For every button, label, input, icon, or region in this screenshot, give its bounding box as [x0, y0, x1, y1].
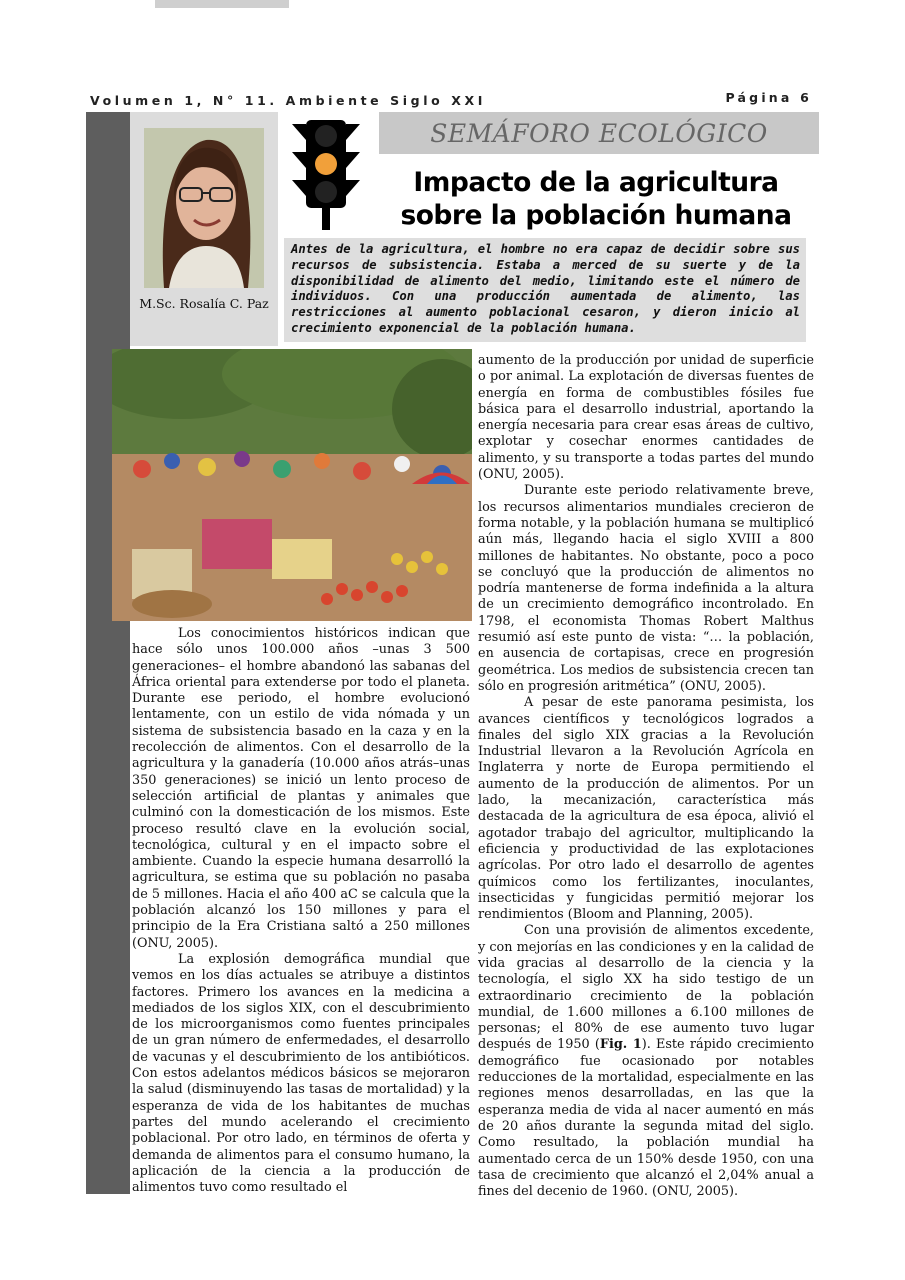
- author-portrait: [144, 128, 264, 288]
- body-column-right: [478, 353, 814, 1200]
- author-name: M.Sc. Rosalía C. Paz: [139, 296, 269, 311]
- body-column-left: [132, 626, 470, 1196]
- body-paragraph: Durante este periodo relativamente breve, los recursos alimentarios mundiales crecieron de forma notable, y la población humana se multiplicó aún más, llegando hacia el siglo XVIII a 800 millones de habitantes. No obstante, poco a poco se concluyó que la producción de alimentos no podría mantenerse de forma indefinida a la altura de un crecimiento demográfico incontrolado. En 1798, el economista Thomas Robert Malthus resumió así este punto de vista: “… la población, en ausencia de cortapisas, crece en progresión geométrica. Los medios de subsistencia crecen tan sólo en progresión aritmética” (ONU, 2005).: [478, 483, 814, 694]
- section-banner: [379, 112, 819, 154]
- journal-volume-header: Volumen 1, N° 11. Ambiente Siglo XXI: [90, 93, 486, 108]
- body-paragraph: A pesar de este panorama pesimista, los avances científicos y tecnológicos logrados a finales del siglo XIX gracias a la Revolución Industrial llevaron a la Revolución Agrícola en Inglaterra y norte de Europa permitiendo el aumento de la producción de alimentos. Por un lado, la mecanización, característica más destacada de la agricultura de esa época, alivió el agotador trabajo del agricultor, multiplicando la eficiencia y productividad de las explotaciones agrícolas. Por otro lado el desarrollo de agentes químicos como los fertilizantes, inoculantes, insecticidas y fungicidas permitió mejorar los rendimientos (Bloom and Planning, 2005).: [478, 695, 814, 923]
- article-abstract: Antes de la agricultura, el hombre no era capaz de decidir sobre sus recursos de subsistencia. Estaba a merced de su suerte y de la disponibilidad de alimento del medio, limitando este el número de individuos. Con una producción aumentada de alimento, las restricciones al aumento poblacional cesaron, y dieron inicio al crecimiento exponencial de la población humana.: [291, 242, 800, 335]
- body-text: ). Este rápido crecimiento demográfico fue ocasionado por notables reducciones de la mortalidad, especialmente en las regiones menos desarrolladas, en las que la esperanza media de vida al nacer aumentó en más de 20 años durante la segunda mitad del siglo. Como resultado, la población mundial ha aumentado cerca de un 150% desde 1950, con una tasa de crecimiento que alcanzó el 2,04% anual a fines del decenio de 1960. (ONU, 2005).: [478, 1037, 814, 1200]
- body-text: Con una provisión de alimentos excedente, y con mejorías en las condiciones y en la calidad de vida gracias al desarrollo de la ciencia y la tecnología, el siglo XX ha sido testigo de un extraordinario crecimiento de la población mundial, de 1.600 millones a 6.100 millones de personas; el 80% de ese aumento tuvo lugar después de 1950 (: [478, 923, 814, 1053]
- figure-reference: Fig. 1: [599, 1037, 642, 1053]
- market-photo: [112, 349, 472, 621]
- body-paragraph: aumento de la producción por unidad de superficie o por animal. La explotación de diversas fuentes de energía en forma de combustibles fósiles fue básica para el desarrollo industrial, aportando la energía necesaria para crear esas áreas de cultivo, explotar y cosechar enormes cantidades de alimento, y su transporte a todas partes del mundo (ONU, 2005).: [478, 353, 814, 483]
- body-paragraph: La explosión demográfica mundial que vemos en los días actuales se atribuye a distintos factores. Primero los avances en la medicina a mediados de los siglos XIX, con el descubrimiento de los microorganismos como fuentes principales de un gran número de enfermedades, el desarrollo de vacunas y el descubrimiento de los antibióticos. Con estos adelantos médicos básicos se mejoraron la salud (disminuyendo las tasas de mortalidad) y la esperanza de vida de los habitantes de muchas partes del mundo acelerando el crecimiento poblacional. Por otro lado, en términos de oferta y demanda de alimentos para el consumo humano, la aplicación de la ciencia a la producción de alimentos tuvo como resultado el: [132, 951, 470, 1196]
- section-title: SEMÁFORO ECOLÓGICO: [430, 118, 768, 148]
- traffic-light-icon: [290, 118, 362, 234]
- body-paragraph: [478, 923, 814, 1200]
- page-number: Página 6: [725, 90, 812, 105]
- article-title: Impacto de la agricultura sobre la población humana: [400, 167, 792, 231]
- left-side-bar: [86, 112, 130, 1194]
- body-paragraph: Los conocimientos históricos indican que hace sólo unos 100.000 años –unas 3 500 generaciones– el hombre abandonó las sabanas del África oriental para extenderse por todo el planeta. Durante ese periodo, el hombre evolucionó lentamente, con un estilo de vida nómada y un sistema de subsistencia basado en la caza y en la recolección de alimentos. Con el desarrollo de la agricultura y la ganadería (10.000 años atrás–unas 350 generaciones) se inició un lento proceso de selección artificial de plantas y animales que culminó con la domesticación de los mismos. Este proceso resultó clave en la evolución social, tecnológica, cultural y en el impacto sobre el ambiente. Cuando la especie humana desarrolló la agricultura, se estima que su población no pasaba de 5 millones. Hacia el año 400 aC se calcula que la población alcanzó los 150 millones y para el principio de la Era Cristiana saltó a 250 millones (ONU, 2005).: [132, 626, 470, 951]
- top-tab-decoration: [155, 0, 289, 8]
- abstract-box: [284, 238, 806, 342]
